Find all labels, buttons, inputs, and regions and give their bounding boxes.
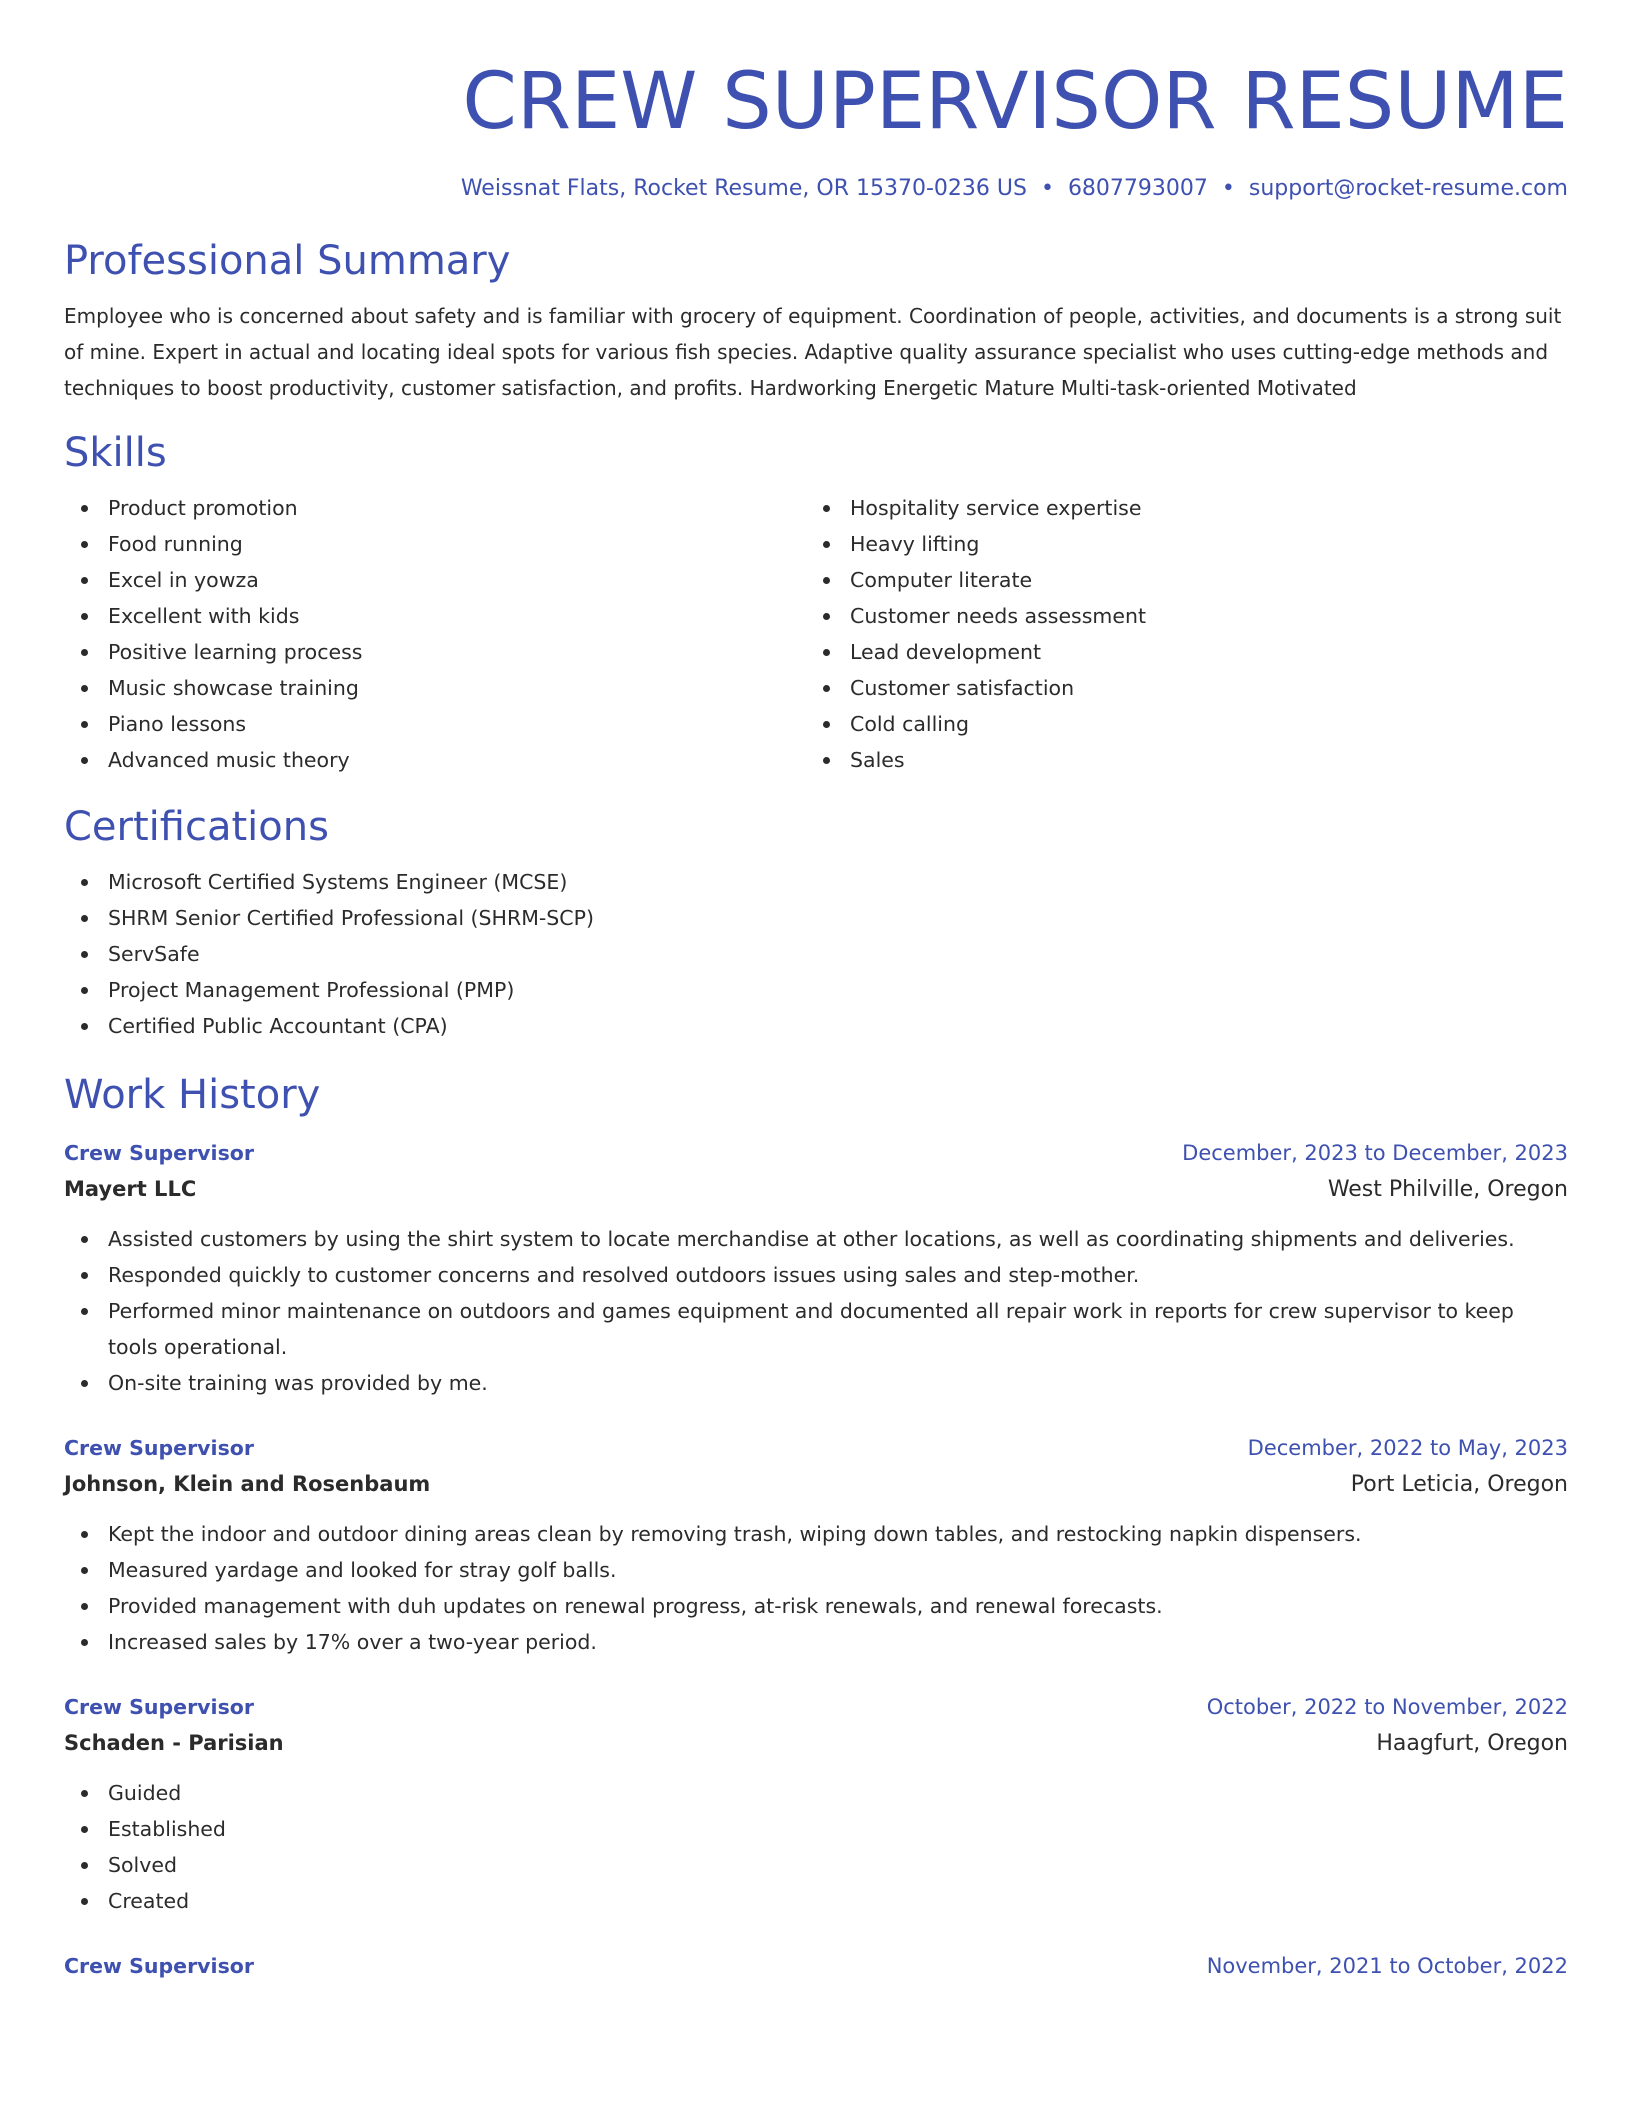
job-duties-list xyxy=(64,1221,1568,1401)
job-duty: Assisted customers by using the shirt system to locate merchandise at other locations, as well as coordinating shipments and deliveries. xyxy=(64,1221,1568,1257)
job-dates: October, 2022 to November, 2022 xyxy=(1206,1695,1568,1719)
contact-address: Weissnat Flats, Rocket Resume, OR 15370-0236 US xyxy=(460,176,1027,201)
job-entry xyxy=(64,1949,1568,1983)
skills-columns xyxy=(64,490,1568,778)
resume-page xyxy=(64,0,1568,1983)
job-duty: Responded quickly to customer concerns and resolved outdoors issues using sales and step-mother. xyxy=(64,1257,1568,1293)
job-title: Crew Supervisor xyxy=(64,1141,254,1165)
job-duty: On-site training was provided by me. xyxy=(64,1365,1568,1401)
job-duty: Solved xyxy=(64,1847,1568,1883)
job-dates: December, 2022 to May, 2023 xyxy=(1247,1436,1568,1460)
skill-item: Advanced music theory xyxy=(64,742,806,778)
job-duties-list xyxy=(64,1516,1568,1660)
certifications-heading: Certifications xyxy=(64,804,329,850)
job-entry xyxy=(64,1431,1568,1660)
skill-item: Excel in yowza xyxy=(64,562,806,598)
contact-separator: • xyxy=(1040,176,1054,201)
certifications-list xyxy=(64,864,1568,1044)
skill-item: Heavy lifting xyxy=(806,526,1548,562)
job-duty: Established xyxy=(64,1811,1568,1847)
skill-item: Product promotion xyxy=(64,490,806,526)
job-title: Crew Supervisor xyxy=(64,1954,254,1978)
certification-item: Certified Public Accountant (CPA) xyxy=(64,1008,1568,1044)
summary-heading: Professional Summary xyxy=(64,238,511,284)
resume-title: CREW SUPERVISOR RESUME xyxy=(462,57,1568,147)
job-dates: November, 2021 to October, 2022 xyxy=(1206,1954,1568,1978)
job-duty: Performed minor maintenance on outdoors and games equipment and documented all repair work in reports for crew supervisor to keep tools operational. xyxy=(64,1293,1568,1365)
certification-item: Microsoft Certified Systems Engineer (MCSE) xyxy=(64,864,1568,900)
skill-item: Excellent with kids xyxy=(64,598,806,634)
job-entry xyxy=(64,1690,1568,1919)
certification-item: Project Management Professional (PMP) xyxy=(64,972,1568,1008)
certification-item: SHRM Senior Certified Professional (SHRM-SCP) xyxy=(64,900,1568,936)
contact-phone[interactable]: 6807793007 xyxy=(1067,176,1208,201)
skill-item: Customer satisfaction xyxy=(806,670,1548,706)
skill-item: Sales xyxy=(806,742,1548,778)
skills-heading: Skills xyxy=(64,430,167,476)
job-title: Crew Supervisor xyxy=(64,1695,254,1719)
job-company: Mayert LLC xyxy=(64,1177,197,1201)
job-duty: Kept the indoor and outdoor dining areas clean by removing trash, wiping down tables, and restocking napkin dispensers. xyxy=(64,1516,1568,1552)
job-location: West Philville, Oregon xyxy=(1327,1177,1568,1202)
skill-item: Customer needs assessment xyxy=(806,598,1548,634)
skill-item: Piano lessons xyxy=(64,706,806,742)
job-duty: Guided xyxy=(64,1775,1568,1811)
job-location: Haagfurt, Oregon xyxy=(1376,1731,1568,1756)
job-entry xyxy=(64,1136,1568,1401)
job-dates: December, 2023 to December, 2023 xyxy=(1182,1141,1568,1165)
skill-item: Food running xyxy=(64,526,806,562)
summary-text: Employee who is concerned about safety and is familiar with grocery of equipment. Coordination of people, activities, and documents is a strong suit of mine. Expert in actual and locating ideal spots for various fish species. Adaptive quality assurance specialist who uses cutting-edge methods and techniques to boost productivity, customer satisfaction, and profits. Hardworking Energetic Mature Multi-task-oriented Motivated xyxy=(64,304,1562,400)
job-duty: Increased sales by 17% over a two-year period. xyxy=(64,1624,1568,1660)
skill-item: Lead development xyxy=(806,634,1548,670)
skill-item: Cold calling xyxy=(806,706,1548,742)
skill-item: Computer literate xyxy=(806,562,1548,598)
work-history-heading: Work History xyxy=(64,1072,321,1118)
certification-item: ServSafe xyxy=(64,936,1568,972)
job-duty: Provided management with duh updates on renewal progress, at-risk renewals, and renewal forecasts. xyxy=(64,1588,1568,1624)
skills-list-right xyxy=(806,490,1548,778)
skill-item: Music showcase training xyxy=(64,670,806,706)
contact-separator: • xyxy=(1221,176,1235,201)
job-duties-list xyxy=(64,1775,1568,1919)
job-title: Crew Supervisor xyxy=(64,1436,254,1460)
job-duty: Created xyxy=(64,1883,1568,1919)
skills-list-left xyxy=(64,490,806,778)
job-duty: Measured yardage and looked for stray golf balls. xyxy=(64,1552,1568,1588)
contact-email[interactable]: support@rocket-resume.com xyxy=(1248,176,1568,201)
contact-line xyxy=(64,174,1568,204)
skill-item: Positive learning process xyxy=(64,634,806,670)
job-company: Schaden - Parisian xyxy=(64,1731,284,1755)
skill-item: Hospitality service expertise xyxy=(806,490,1548,526)
job-location: Port Leticia, Oregon xyxy=(1350,1472,1568,1497)
job-company: Johnson, Klein and Rosenbaum xyxy=(64,1472,431,1496)
